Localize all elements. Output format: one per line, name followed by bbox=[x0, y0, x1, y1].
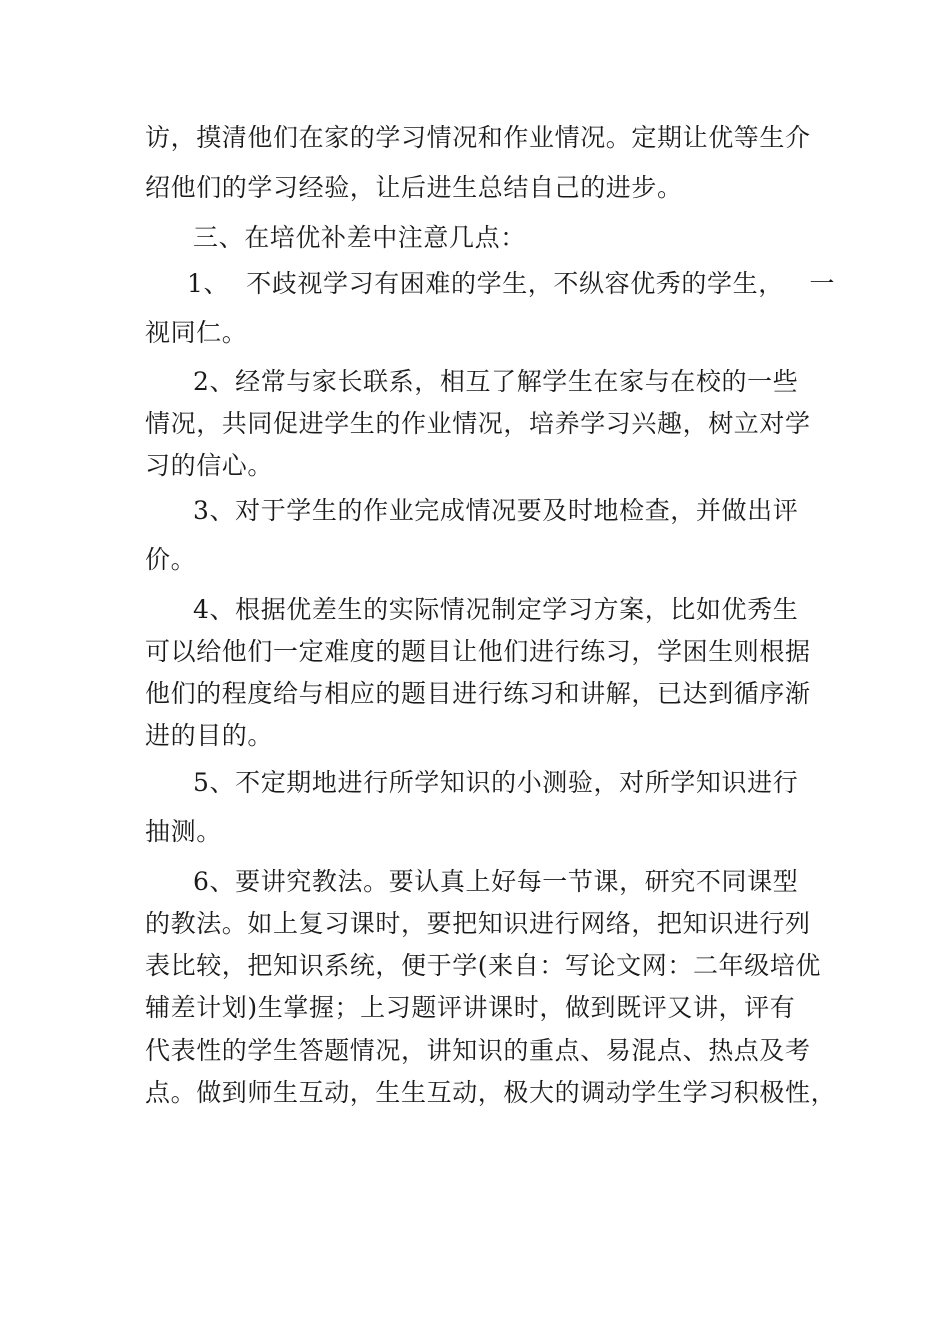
text-line: 辅差计划)生掌握；上习题评讲课时，做到既评又讲，评有 bbox=[145, 993, 796, 1022]
list-item-4: 4、根据优差生的实际情况制定学习方案，比如优秀生 bbox=[193, 595, 799, 624]
text-line: 访，摸清他们在家的学习情况和作业情况。定期让优等生介 bbox=[145, 123, 811, 152]
text-line: 表比较，把知识系统，便于学(来自：写论文网：二年级培优 bbox=[145, 951, 821, 980]
text-line: 进的目的。 bbox=[145, 721, 274, 750]
list-item-6: 6、要讲究教法。要认真上好每一节课，研究不同课型 bbox=[193, 867, 799, 896]
text-line: 习的信心。 bbox=[145, 451, 274, 480]
text-line: 的教法。如上复习课时，要把知识进行网络，把知识进行列 bbox=[145, 909, 811, 938]
section-heading: 三、在培优补差中注意几点： bbox=[193, 223, 526, 252]
text-line: 他们的程度给与相应的题目进行练习和讲解，已达到循序渐 bbox=[145, 679, 811, 708]
text-line: 视同仁。 bbox=[145, 318, 248, 347]
text-line: 情况，共同促进学生的作业情况，培养学习兴趣，树立对学 bbox=[145, 409, 811, 438]
text-line: 抽测。 bbox=[145, 817, 222, 846]
text-line: 价。 bbox=[145, 545, 197, 574]
list-item-3: 3、对于学生的作业完成情况要及时地检查，并做出评 bbox=[193, 496, 799, 525]
text-line: 代表性的学生答题情况，讲知识的重点、易混点、热点及考 bbox=[145, 1036, 811, 1065]
list-item-2: 2、经常与家长联系，相互了解学生在家与在校的一些 bbox=[193, 367, 799, 396]
list-item-5: 5、不定期地进行所学知识的小测验，对所学知识进行 bbox=[193, 768, 799, 797]
text-line: 可以给他们一定难度的题目让他们进行练习，学困生则根据 bbox=[145, 637, 811, 666]
list-item-1: 1、 不歧视学习有困难的学生，不纵容优秀的学生， 一 bbox=[187, 269, 836, 298]
text-line: 绍他们的学习经验，让后进生总结自己的进步。 bbox=[145, 173, 683, 202]
text-line: 点。做到师生互动，生生互动，极大的调动学生学习积极性， bbox=[145, 1078, 837, 1107]
